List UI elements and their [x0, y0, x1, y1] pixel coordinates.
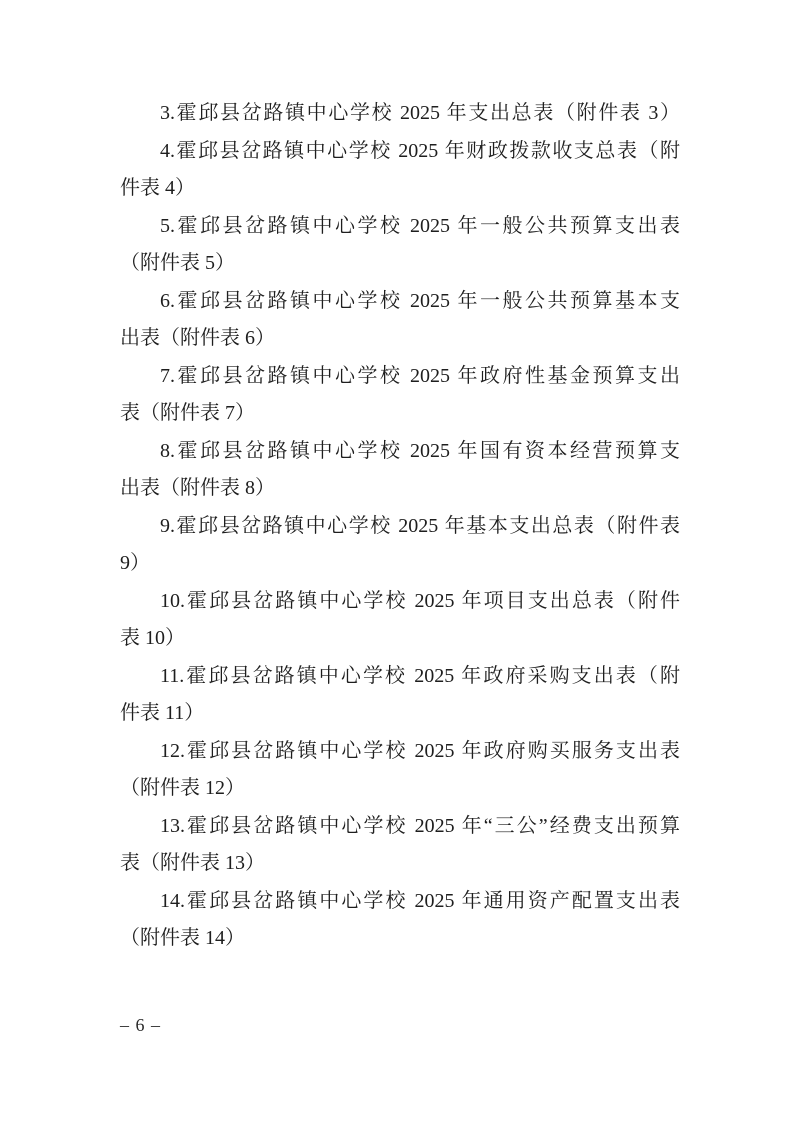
- list-item-13-line-2: 表（附件表 13）: [120, 852, 265, 874]
- list-item-4-line-1: 4.霍邱县岔路镇中心学校 2025 年财政拨款收支总表（附: [160, 139, 680, 162]
- list-item-9-line-1: 9.霍邱县岔路镇中心学校 2025 年基本支出总表（附件表: [160, 514, 680, 537]
- list-item-12-line-1: 12.霍邱县岔路镇中心学校 2025 年政府购买服务支出表: [160, 739, 680, 762]
- list-item-5-line-1: 5.霍邱县岔路镇中心学校 2025 年一般公共预算支出表: [160, 214, 680, 237]
- list-item-6-line-2: 出表（附件表 6）: [120, 327, 275, 349]
- list-item-8-line-2: 出表（附件表 8）: [120, 477, 275, 499]
- list-item-6-line-1: 6.霍邱县岔路镇中心学校 2025 年一般公共预算基本支: [160, 289, 680, 312]
- page-number: – 6 –: [120, 1015, 161, 1035]
- list-item-11-line-1: 11.霍邱县岔路镇中心学校 2025 年政府采购支出表（附: [160, 664, 680, 687]
- list-item-5-line-2: （附件表 5）: [120, 252, 235, 274]
- attachment-table-list: [120, 95, 680, 958]
- list-item-8-line-1: 8.霍邱县岔路镇中心学校 2025 年国有资本经营预算支: [160, 439, 680, 462]
- list-item-14-line-1: 14.霍邱县岔路镇中心学校 2025 年通用资产配置支出表: [160, 889, 680, 912]
- list-item-10-line-1: 10.霍邱县岔路镇中心学校 2025 年项目支出总表（附件: [160, 589, 680, 612]
- list-item-12-line-2: （附件表 12）: [120, 777, 245, 799]
- list-item-9-line-2: 9）: [120, 552, 150, 574]
- list-item-14-line-2: （附件表 14）: [120, 927, 245, 949]
- list-item-11-line-2: 件表 11）: [120, 702, 205, 724]
- list-item-7-line-2: 表（附件表 7）: [120, 402, 255, 424]
- list-item-7-line-1: 7.霍邱县岔路镇中心学校 2025 年政府性基金预算支出: [160, 364, 680, 387]
- list-item-13-line-1: 13.霍邱县岔路镇中心学校 2025 年“三公”经费支出预算: [160, 814, 680, 837]
- list-item-4-line-2: 件表 4）: [120, 177, 195, 199]
- list-item-10-line-2: 表 10）: [120, 627, 185, 649]
- list-item-3-line-1: 3.霍邱县岔路镇中心学校 2025 年支出总表（附件表 3）: [160, 102, 680, 124]
